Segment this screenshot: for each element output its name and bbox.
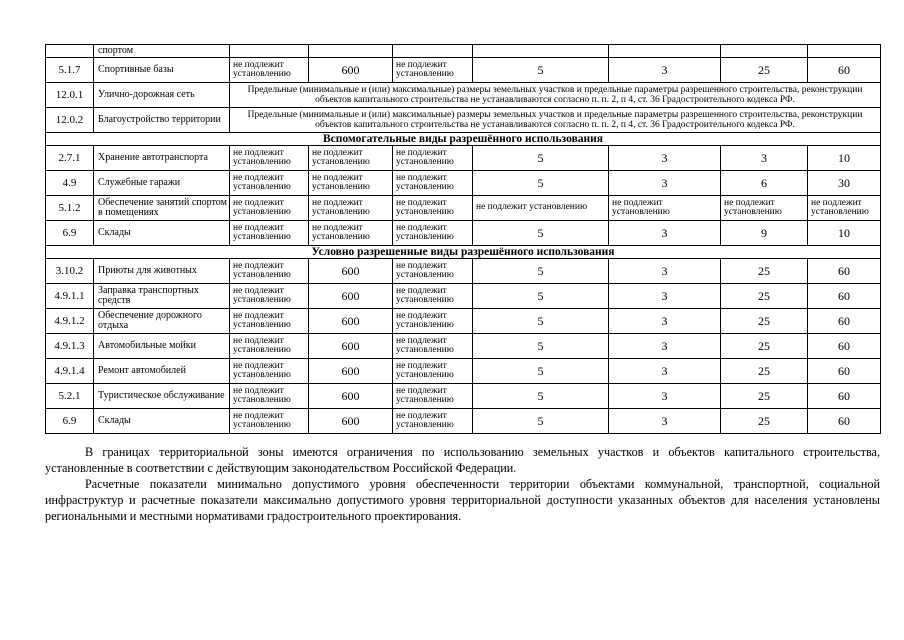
param-cell: не подлежит установлению [309, 171, 393, 196]
table-row [46, 284, 881, 309]
value-cell: 5 [473, 359, 609, 384]
name-cell: Благоустройство территории [94, 108, 230, 133]
param-cell: не подлежит установлению [393, 384, 473, 409]
value-cell: 3 [609, 171, 721, 196]
param-cell [393, 45, 473, 58]
value-cell: 25 [721, 58, 808, 83]
notes-text [45, 444, 880, 524]
value-cell: 3 [609, 309, 721, 334]
table-row [46, 108, 881, 133]
param-cell: не подлежит установлению [393, 309, 473, 334]
param-cell [230, 45, 309, 58]
param-cell: не подлежит установлению [473, 196, 609, 221]
code-cell: 3.10.2 [46, 259, 94, 284]
param-cell: не подлежит установлению [230, 58, 309, 83]
note-cell: Предельные (минимальные и (или) максимальные) размеры земельных участков и предельные параметры разрешенного строительства, реконструкции объектов капитального строительства не устанавливаются согласно п. п. 2, п 4, ст. 36 Градостроительного кодекса РФ. [230, 108, 881, 133]
value-cell: 3 [609, 334, 721, 359]
paragraph-restrictions: В границах территориальной зоны имеются ограничения по использованию земельных участков и объектов капитального строительства, установленные в соответствии с действующим законодательством Российской Федерации. [45, 445, 880, 475]
value-cell: 600 [309, 384, 393, 409]
value-cell: 3 [609, 384, 721, 409]
param-cell: не подлежит установлению [808, 196, 881, 221]
table-row [46, 83, 881, 108]
table-row [46, 359, 881, 384]
param-cell [808, 45, 881, 58]
value-cell: 6 [721, 171, 808, 196]
name-cell: Обеспечение дорожного отдыха [94, 309, 230, 334]
value-cell: 600 [309, 259, 393, 284]
value-cell: 9 [721, 221, 808, 246]
value-cell: 25 [721, 409, 808, 434]
name-cell: Хранение автотранспорта [94, 146, 230, 171]
value-cell: 60 [808, 284, 881, 309]
code-cell: 4.9.1.4 [46, 359, 94, 384]
value-cell: 3 [609, 221, 721, 246]
name-cell: спортом [94, 45, 230, 58]
table-row-continued [46, 45, 881, 58]
name-cell: Спортивные базы [94, 58, 230, 83]
param-cell: не подлежит установлению [393, 221, 473, 246]
table-row [46, 171, 881, 196]
name-cell: Приюты для животных [94, 259, 230, 284]
value-cell: 3 [721, 146, 808, 171]
param-cell [309, 45, 393, 58]
value-cell: 25 [721, 259, 808, 284]
value-cell: 600 [309, 409, 393, 434]
name-cell: Ремонт автомобилей [94, 359, 230, 384]
code-cell: 6.9 [46, 409, 94, 434]
name-cell: Обеспечение занятий спортом в помещениях [94, 196, 230, 221]
param-cell: не подлежит установлению [393, 409, 473, 434]
param-cell: не подлежит установлению [393, 359, 473, 384]
value-cell: 25 [721, 384, 808, 409]
param-cell: не подлежит установлению [230, 259, 309, 284]
name-cell: Туристическое обслуживание [94, 384, 230, 409]
section-header-row [46, 133, 881, 146]
name-cell: Служебные гаражи [94, 171, 230, 196]
param-cell: не подлежит установлению [230, 146, 309, 171]
value-cell: 60 [808, 309, 881, 334]
value-cell: 5 [473, 171, 609, 196]
param-cell [721, 45, 808, 58]
value-cell: 3 [609, 284, 721, 309]
value-cell: 25 [721, 359, 808, 384]
value-cell: 5 [473, 221, 609, 246]
value-cell: 600 [309, 284, 393, 309]
param-cell: не подлежит установлению [309, 146, 393, 171]
code-cell: 5.1.7 [46, 58, 94, 83]
table-row [46, 221, 881, 246]
land-use-table [45, 44, 881, 434]
value-cell: 5 [473, 259, 609, 284]
value-cell: 3 [609, 359, 721, 384]
value-cell: 60 [808, 409, 881, 434]
param-cell: не подлежит установлению [230, 171, 309, 196]
code-cell: 5.2.1 [46, 384, 94, 409]
code-cell: 4.9.1.2 [46, 309, 94, 334]
paragraph-calc-indicators: Расчетные показатели минимально допустимого уровня обеспеченности территории объектами коммунальной, транспортной, социальной инфраструктур и расчетные показатели максимально допустимого уровня территориальной доступности указанных объектов для населения установлены региональными и местными нормативами градостроительного проектирования. [45, 477, 880, 523]
param-cell: не подлежит установлению [230, 196, 309, 221]
param-cell: не подлежит установлению [393, 334, 473, 359]
value-cell: 5 [473, 146, 609, 171]
param-cell: не подлежит установлению [230, 359, 309, 384]
value-cell: 3 [609, 146, 721, 171]
value-cell: 5 [473, 284, 609, 309]
param-cell: не подлежит установлению [230, 284, 309, 309]
value-cell: 10 [808, 146, 881, 171]
param-cell: не подлежит установлению [230, 384, 309, 409]
param-cell: не подлежит установлению [393, 284, 473, 309]
section-header-row [46, 246, 881, 259]
code-cell: 2.7.1 [46, 146, 94, 171]
value-cell: 5 [473, 409, 609, 434]
code-cell: 4.9 [46, 171, 94, 196]
name-cell: Автомобильные мойки [94, 334, 230, 359]
value-cell: 5 [473, 309, 609, 334]
table-row [46, 58, 881, 83]
param-cell: не подлежит установлению [230, 309, 309, 334]
table-row [46, 384, 881, 409]
name-cell: Склады [94, 221, 230, 246]
param-cell: не подлежит установлению [609, 196, 721, 221]
param-cell: не подлежит установлению [309, 221, 393, 246]
value-cell: 5 [473, 384, 609, 409]
param-cell: не подлежит установлению [721, 196, 808, 221]
value-cell: 60 [808, 334, 881, 359]
param-cell: не подлежит установлению [230, 409, 309, 434]
value-cell: 600 [309, 334, 393, 359]
note-cell: Предельные (минимальные и (или) максимальные) размеры земельных участков и предельные параметры разрешенного строительства, реконструкции объектов капитального строительства не устанавливаются согласно п. п. 2, п 4, ст. 36 Градостроительного кодекса РФ. [230, 83, 881, 108]
value-cell: 25 [721, 309, 808, 334]
param-cell: не подлежит установлению [393, 259, 473, 284]
value-cell: 600 [309, 58, 393, 83]
code-cell: 4.9.1.1 [46, 284, 94, 309]
section-title: Условно разрешенные виды разрешённого использования [46, 246, 881, 259]
value-cell: 5 [473, 334, 609, 359]
param-cell: не подлежит установлению [393, 58, 473, 83]
value-cell: 30 [808, 171, 881, 196]
code-cell: 12.0.2 [46, 108, 94, 133]
param-cell: не подлежит установлению [230, 221, 309, 246]
param-cell: не подлежит установлению [230, 334, 309, 359]
code-cell: 4.9.1.3 [46, 334, 94, 359]
value-cell: 5 [473, 58, 609, 83]
code-cell: 6.9 [46, 221, 94, 246]
value-cell: 60 [808, 259, 881, 284]
value-cell: 3 [609, 58, 721, 83]
param-cell [473, 45, 609, 58]
code-cell [46, 45, 94, 58]
code-cell: 12.0.1 [46, 83, 94, 108]
value-cell: 60 [808, 58, 881, 83]
section-title: Вспомогательные виды разрешённого использования [46, 133, 881, 146]
value-cell: 10 [808, 221, 881, 246]
value-cell: 25 [721, 284, 808, 309]
name-cell: Склады [94, 409, 230, 434]
table-row [46, 409, 881, 434]
param-cell: не подлежит установлению [393, 196, 473, 221]
value-cell: 600 [309, 309, 393, 334]
table-row [46, 196, 881, 221]
table-row [46, 334, 881, 359]
value-cell: 600 [309, 359, 393, 384]
name-cell: Заправка транспортных средств [94, 284, 230, 309]
param-cell [609, 45, 721, 58]
table-row [46, 146, 881, 171]
param-cell: не подлежит установлению [393, 146, 473, 171]
value-cell: 3 [609, 259, 721, 284]
param-cell: не подлежит установлению [309, 196, 393, 221]
table-row [46, 309, 881, 334]
param-cell: не подлежит установлению [393, 171, 473, 196]
value-cell: 60 [808, 359, 881, 384]
table-row [46, 259, 881, 284]
value-cell: 3 [609, 409, 721, 434]
value-cell: 25 [721, 334, 808, 359]
code-cell: 5.1.2 [46, 196, 94, 221]
value-cell: 60 [808, 384, 881, 409]
name-cell: Улично-дорожная сеть [94, 83, 230, 108]
